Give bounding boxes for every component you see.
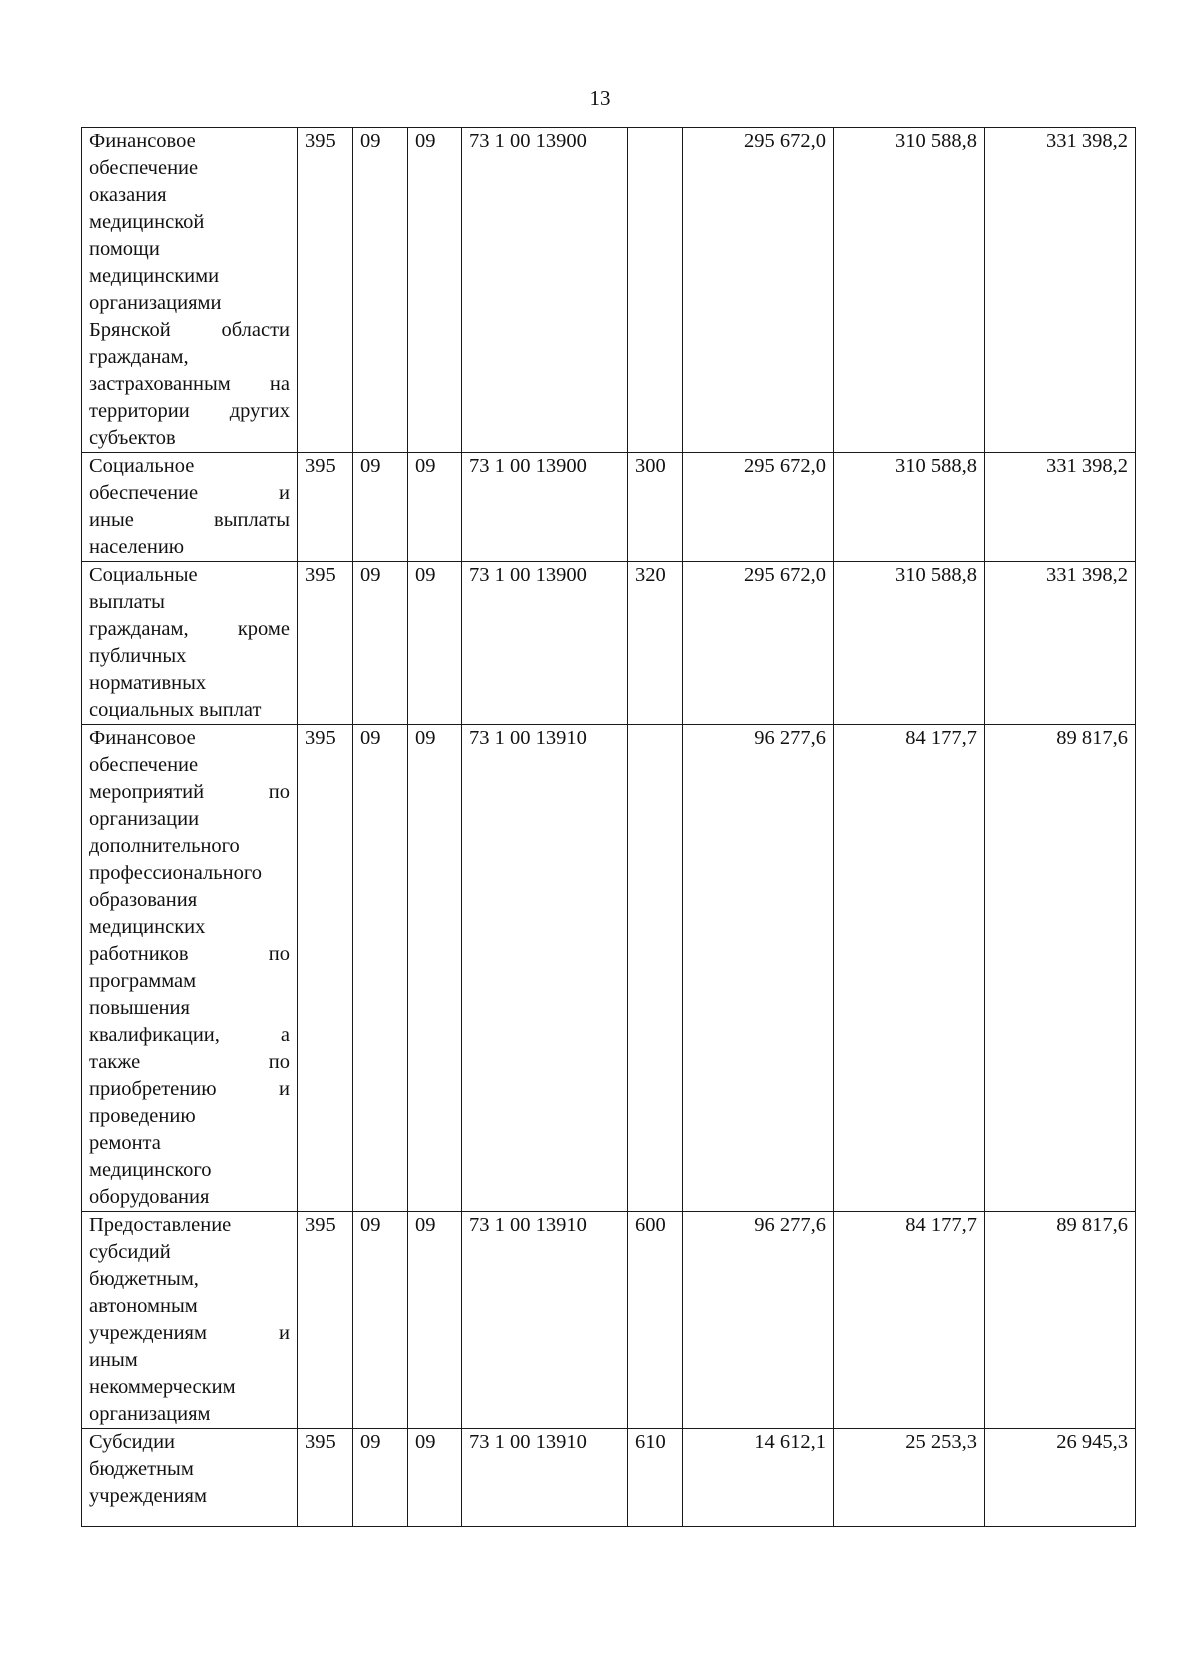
- cell-sum-2: 310 588,8: [834, 128, 985, 453]
- cell-rz: 09: [353, 562, 408, 725]
- cell-rz: 09: [353, 128, 408, 453]
- name-line: иные выплаты: [89, 509, 290, 531]
- cell-name: [82, 1212, 298, 1429]
- table-row: [82, 562, 1136, 725]
- cell-rz: 09: [353, 1212, 408, 1429]
- name-line: Субсидии: [89, 1431, 176, 1453]
- cell-csr: 73 1 00 13900: [462, 562, 628, 725]
- cell-pr: 09: [408, 1429, 462, 1527]
- name-line: некоммерческим: [89, 1376, 236, 1398]
- name-line: Предоставление: [89, 1214, 232, 1236]
- cell-sum-2: 84 177,7: [834, 1212, 985, 1429]
- name-line: обеспечение и: [89, 482, 290, 504]
- cell-name: [82, 562, 298, 725]
- cell-sum-3: 89 817,6: [985, 1212, 1136, 1429]
- cell-csr: 73 1 00 13900: [462, 128, 628, 453]
- name-line: организациями: [89, 292, 222, 314]
- name-line: обеспечение: [89, 754, 199, 776]
- cell-rz: 09: [353, 453, 408, 562]
- cell-sum-1: 96 277,6: [683, 1212, 834, 1429]
- cell-gr: 395: [298, 1212, 353, 1429]
- name-line: Брянской области: [89, 319, 290, 341]
- table-body: [82, 128, 1136, 1527]
- name-line: населению: [89, 536, 185, 558]
- name-line: проведению: [89, 1105, 196, 1127]
- name-line: автономным: [89, 1295, 198, 1317]
- cell-sum-2: 84 177,7: [834, 725, 985, 1212]
- name-line: организации: [89, 808, 200, 830]
- table-row: [82, 1212, 1136, 1429]
- name-line: учреждениям: [89, 1485, 207, 1507]
- cell-sum-3: 26 945,3: [985, 1429, 1136, 1527]
- cell-rz: 09: [353, 1429, 408, 1527]
- budget-table: [81, 127, 1136, 1527]
- cell-gr: 395: [298, 562, 353, 725]
- name-line: медицинского: [89, 1159, 212, 1181]
- cell-csr: 73 1 00 13910: [462, 1429, 628, 1527]
- name-line: квалификации, а: [89, 1024, 290, 1046]
- name-line: мероприятий по: [89, 781, 290, 803]
- cell-pr: 09: [408, 453, 462, 562]
- name-line: гражданам,: [89, 346, 189, 368]
- cell-sum-2: 310 588,8: [834, 453, 985, 562]
- name-line: иным: [89, 1349, 138, 1371]
- cell-rz: 09: [353, 725, 408, 1212]
- name-line: Социальные: [89, 564, 198, 586]
- cell-sum-1: 295 672,0: [683, 128, 834, 453]
- name-line: образования: [89, 889, 198, 911]
- name-line: гражданам, кроме: [89, 618, 290, 640]
- cell-gr: 395: [298, 725, 353, 1212]
- name-line: застрахованным на: [89, 373, 290, 395]
- cell-sum-3: 89 817,6: [985, 725, 1136, 1212]
- cell-vr: 610: [628, 1429, 683, 1527]
- cell-gr: 395: [298, 128, 353, 453]
- table-row: [82, 453, 1136, 562]
- cell-sum-1: 295 672,0: [683, 453, 834, 562]
- cell-vr: [628, 725, 683, 1212]
- table-row: [82, 1429, 1136, 1527]
- cell-vr: 320: [628, 562, 683, 725]
- name-line: бюджетным,: [89, 1268, 199, 1290]
- name-line: медицинскими: [89, 265, 220, 287]
- cell-pr: 09: [408, 1212, 462, 1429]
- cell-name: [82, 725, 298, 1212]
- cell-name: [82, 453, 298, 562]
- cell-pr: 09: [408, 725, 462, 1212]
- name-line: организациям: [89, 1403, 211, 1425]
- cell-vr: 300: [628, 453, 683, 562]
- name-line: оборудования: [89, 1186, 210, 1208]
- cell-vr: 600: [628, 1212, 683, 1429]
- name-line: субъектов: [89, 427, 176, 449]
- name-line: бюджетным: [89, 1458, 194, 1480]
- cell-sum-3: 331 398,2: [985, 128, 1136, 453]
- name-line: Финансовое: [89, 130, 196, 152]
- name-line: публичных: [89, 645, 187, 667]
- cell-name: [82, 128, 298, 453]
- cell-name: [82, 1429, 298, 1527]
- name-line: профессионального: [89, 862, 262, 884]
- name-line: обеспечение: [89, 157, 199, 179]
- name-line: также по: [89, 1051, 290, 1073]
- name-line: программам: [89, 970, 197, 992]
- name-line: помощи: [89, 238, 160, 260]
- name-line: ремонта: [89, 1132, 161, 1154]
- cell-vr: [628, 128, 683, 453]
- name-line: выплаты: [89, 591, 165, 613]
- name-line: учреждениям и: [89, 1322, 290, 1344]
- cell-sum-3: 331 398,2: [985, 562, 1136, 725]
- cell-csr: 73 1 00 13900: [462, 453, 628, 562]
- cell-sum-3: 331 398,2: [985, 453, 1136, 562]
- name-line: повышения: [89, 997, 190, 1019]
- name-line: нормативных: [89, 672, 207, 694]
- name-line: работников по: [89, 943, 290, 965]
- cell-csr: 73 1 00 13910: [462, 1212, 628, 1429]
- cell-sum-1: 14 612,1: [683, 1429, 834, 1527]
- cell-sum-2: 25 253,3: [834, 1429, 985, 1527]
- name-line: социальных выплат: [89, 699, 262, 721]
- table-row: [82, 725, 1136, 1212]
- name-line: территории других: [89, 400, 290, 422]
- name-line: Социальное: [89, 455, 195, 477]
- cell-sum-1: 295 672,0: [683, 562, 834, 725]
- name-line: медицинских: [89, 916, 206, 938]
- name-line: дополнительного: [89, 835, 240, 857]
- cell-sum-1: 96 277,6: [683, 725, 834, 1212]
- cell-sum-2: 310 588,8: [834, 562, 985, 725]
- name-line: оказания: [89, 184, 167, 206]
- cell-pr: 09: [408, 128, 462, 453]
- cell-pr: 09: [408, 562, 462, 725]
- cell-gr: 395: [298, 453, 353, 562]
- page-number: 13: [589, 86, 611, 110]
- name-line: приобретению и: [89, 1078, 290, 1100]
- cell-csr: 73 1 00 13910: [462, 725, 628, 1212]
- cell-gr: 395: [298, 1429, 353, 1527]
- table-row: [82, 128, 1136, 453]
- name-line: медицинской: [89, 211, 205, 233]
- name-line: субсидий: [89, 1241, 171, 1263]
- name-line: Финансовое: [89, 727, 196, 749]
